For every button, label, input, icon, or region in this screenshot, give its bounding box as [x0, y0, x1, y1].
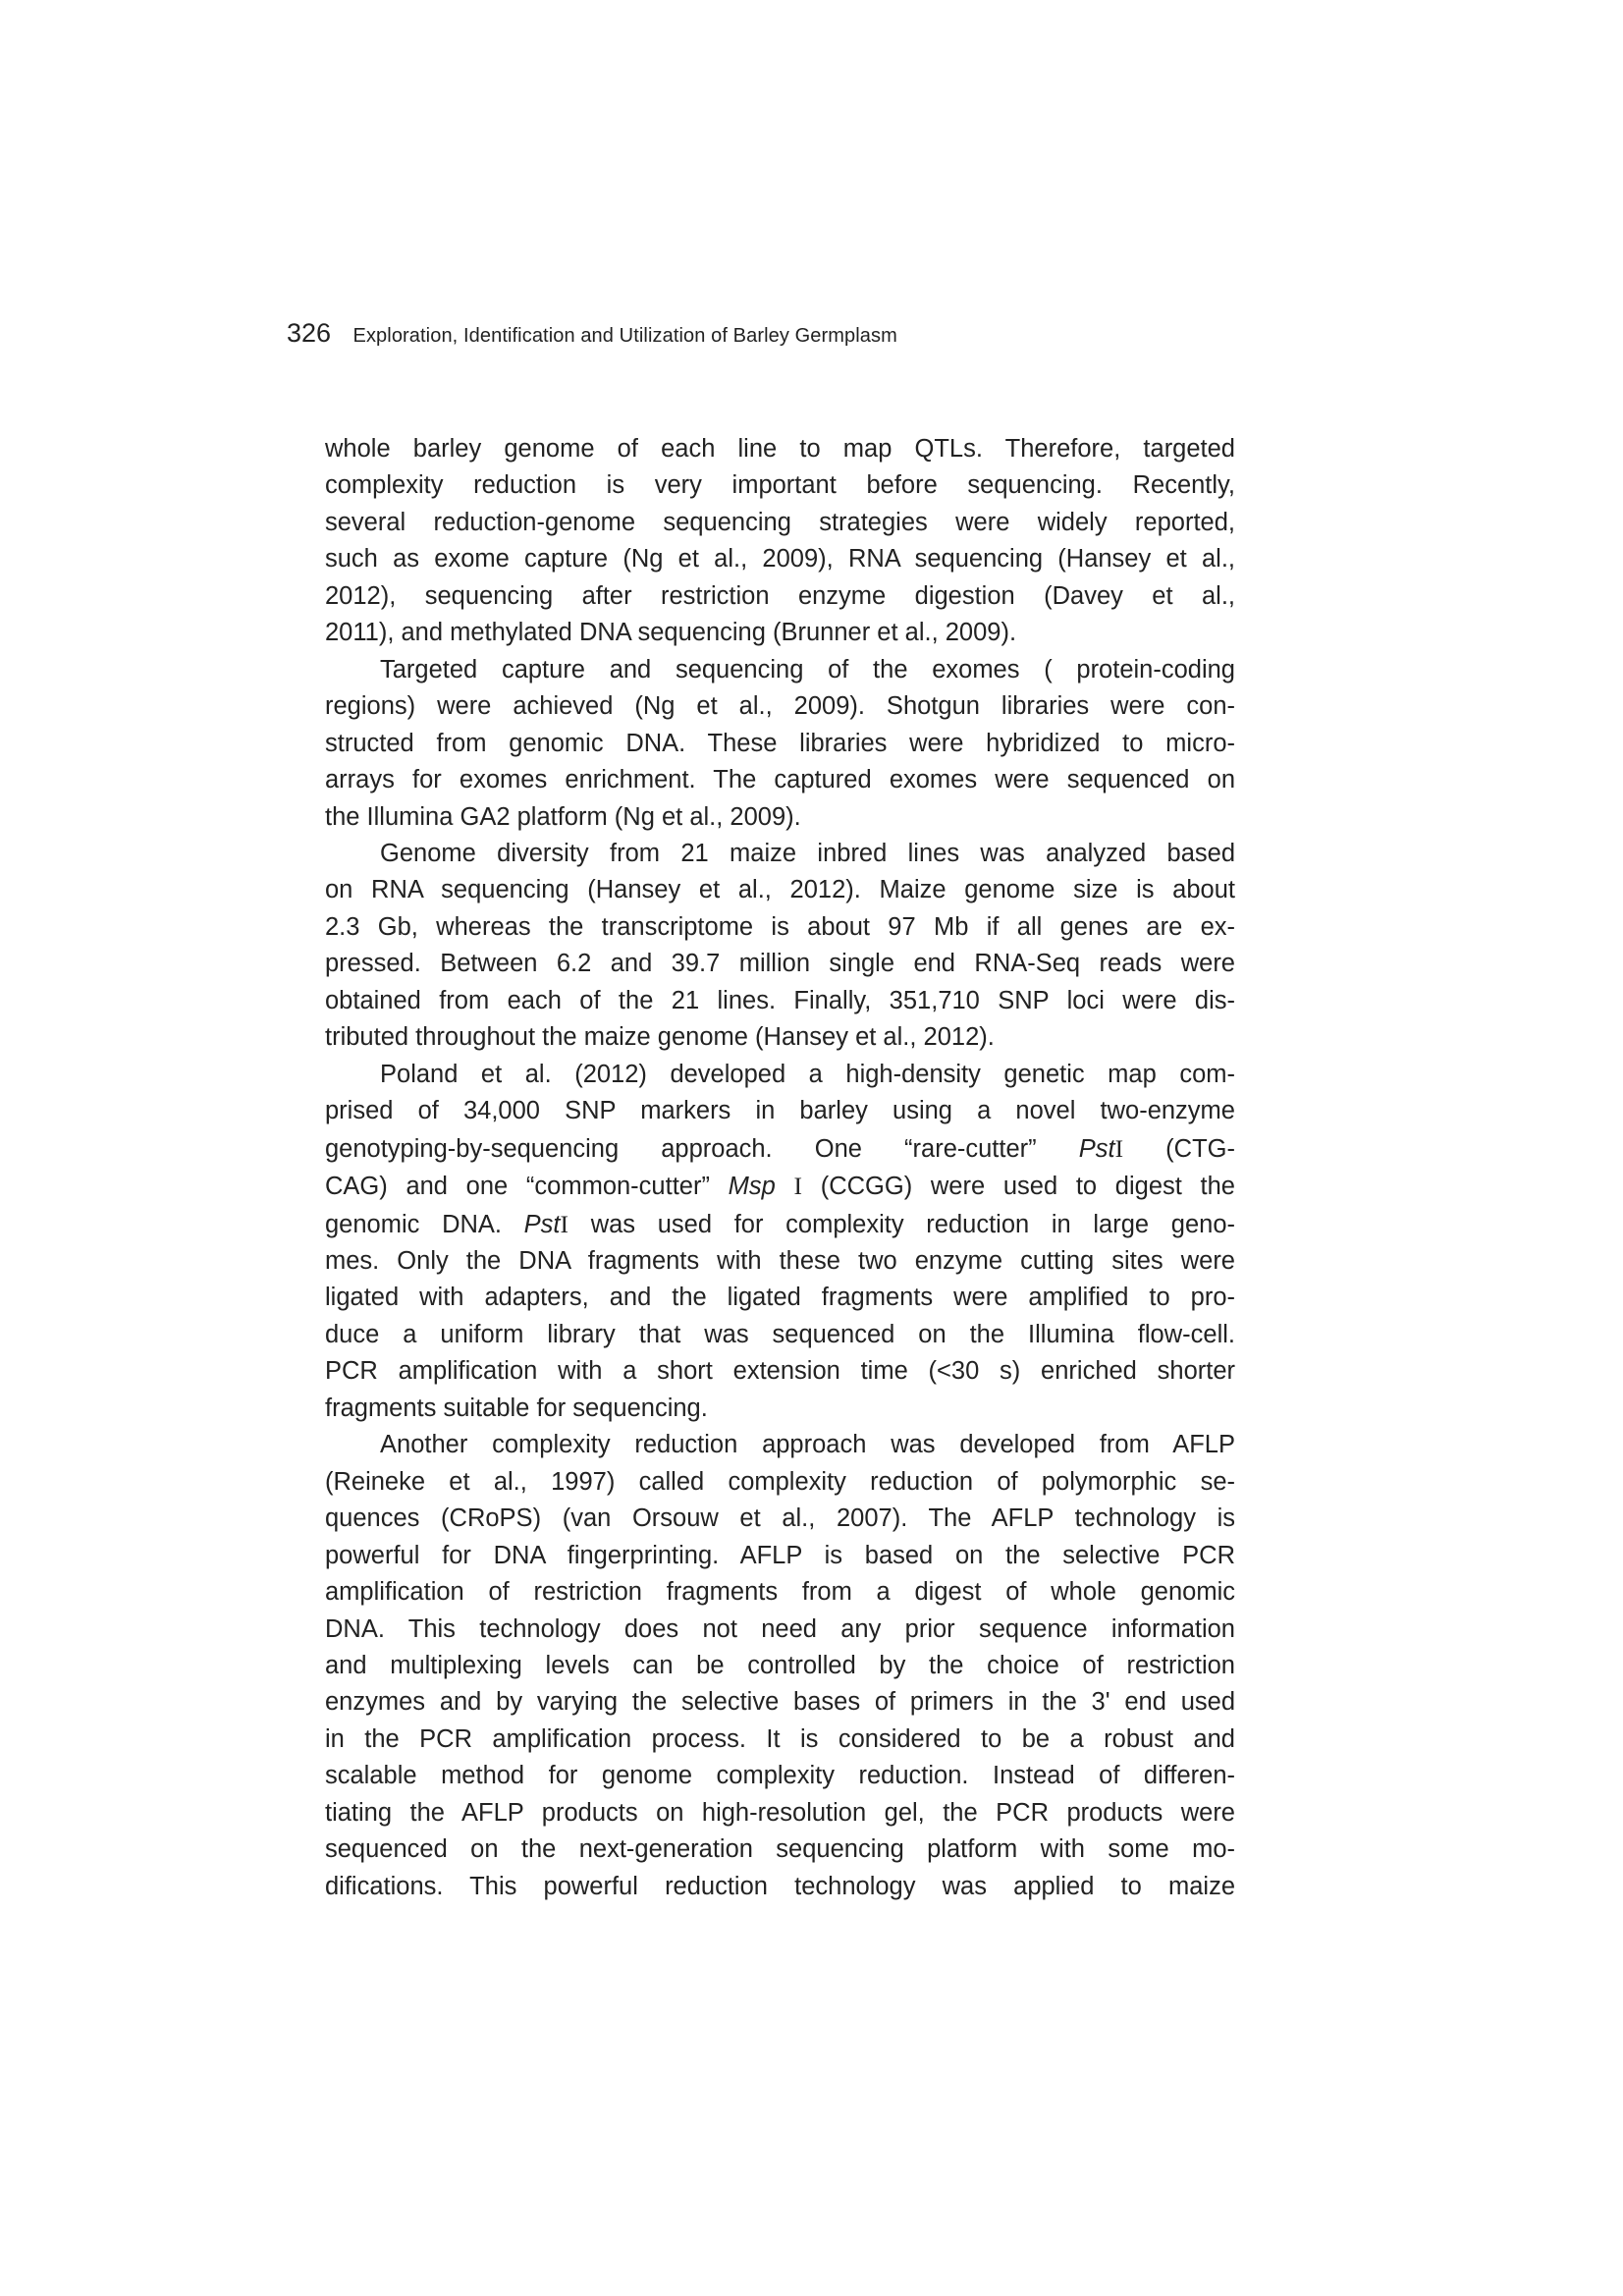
text-line: several reduction-genome sequencing strategies were widely reported, — [325, 508, 1235, 536]
text-line: ligated with adapters, and the ligated fragments were amplified to pro- — [325, 1284, 1235, 1312]
text-line: Poland et al. (2012) developed a high-density genetic map com- — [380, 1060, 1235, 1088]
text-line: Genome diversity from 21 maize inbred lines was analyzed based — [380, 839, 1235, 867]
text-line: sequenced on the next-generation sequencing platform with some mo- — [325, 1835, 1235, 1864]
text-line: CAG) and one “common-cutter” Msp I (CCGG) were used to digest the — [325, 1172, 1235, 1201]
text-line: in the PCR amplification process. It is considered to be a robust and — [325, 1724, 1235, 1753]
body-text — [325, 431, 1235, 1905]
text-line: genomic DNA. PstI was used for complexity reduction in large geno- — [325, 1209, 1235, 1238]
text-line: powerful for DNA fingerprinting. AFLP is based on the selective PCR — [325, 1541, 1235, 1569]
page-number: 326 — [287, 318, 332, 348]
text-line: quences (CRoPS) (van Orsouw et al., 2007). The AFLP technology is — [325, 1504, 1235, 1533]
text-line: genotyping-by-sequencing approach. One “rare-cutter” PstI (CTG- — [325, 1133, 1235, 1163]
text-line: PCR amplification with a short extension time (<30 s) enriched shorter — [325, 1357, 1235, 1386]
text-line: DNA. This technology does not need any prior sequence information — [325, 1614, 1235, 1643]
text-line: structed from genomic DNA. These libraries were hybridized to micro- — [325, 729, 1235, 757]
text-line: prised of 34,000 SNP markers in barley using a novel two-enzyme — [325, 1097, 1235, 1125]
text-line: tributed throughout the maize genome (Hansey et al., 2012). — [325, 1023, 995, 1052]
text-line: (Reineke et al., 1997) called complexity reduction of polymorphic se- — [325, 1467, 1235, 1496]
text-line: fragments suitable for sequencing. — [325, 1394, 708, 1422]
paragraph-4 — [325, 1057, 1235, 1428]
text-line: enzymes and by varying the selective bases of primers in the 3' end used — [325, 1688, 1235, 1717]
text-line: difications. This powerful reduction technology was applied to maize — [325, 1872, 1235, 1900]
text-line: Targeted capture and sequencing of the exomes ( protein-coding — [380, 655, 1235, 683]
text-line: complexity reduction is very important before sequencing. Recently, — [325, 471, 1235, 500]
text-line: 2.3 Gb, whereas the transcriptome is about 97 Mb if all genes are ex- — [325, 912, 1235, 941]
text-line: regions) were achieved (Ng et al., 2009). Shotgun libraries were con- — [325, 692, 1235, 721]
text-line: duce a uniform library that was sequenced on the Illumina flow-cell. — [325, 1320, 1235, 1348]
text-line: tiating the AFLP products on high-resolution gel, the PCR products were — [325, 1798, 1235, 1827]
page-header — [287, 318, 897, 349]
text-line: obtained from each of the 21 lines. Finally, 351,710 SNP loci were dis- — [325, 986, 1235, 1014]
text-line: amplification of restriction fragments from a digest of whole genomic — [325, 1578, 1235, 1607]
text-line: mes. Only the DNA fragments with these two enzyme cutting sites were — [325, 1246, 1235, 1275]
running-title: Exploration, Identification and Utilization of Barley Germplasm — [352, 325, 897, 347]
paragraph-1 — [325, 431, 1235, 652]
paragraph-3 — [325, 836, 1235, 1057]
text-line: arrays for exomes enrichment. The captured exomes were sequenced on — [325, 766, 1235, 794]
paragraph-5 — [325, 1427, 1235, 1905]
text-line: 2012), sequencing after restriction enzyme digestion (Davey et al., — [325, 581, 1235, 610]
text-line: scalable method for genome complexity reduction. Instead of differen- — [325, 1762, 1235, 1790]
text-line: pressed. Between 6.2 and 39.7 million single end RNA-Seq reads were — [325, 950, 1235, 978]
paragraph-2 — [325, 652, 1235, 836]
text-line: and multiplexing levels can be controlled by the choice of restriction — [325, 1651, 1235, 1679]
text-line: on RNA sequencing (Hansey et al., 2012). Maize genome size is about — [325, 876, 1235, 904]
text-line: such as exome capture (Ng et al., 2009), RNA sequencing (Hansey et al., — [325, 545, 1235, 574]
text-line: 2011), and methylated DNA sequencing (Brunner et al., 2009). — [325, 619, 1017, 647]
text-line: whole barley genome of each line to map QTLs. Therefore, targeted — [325, 435, 1235, 463]
text-line: the Illumina GA2 platform (Ng et al., 2009). — [325, 802, 801, 831]
text-line: Another complexity reduction approach was developed from AFLP — [380, 1431, 1235, 1459]
